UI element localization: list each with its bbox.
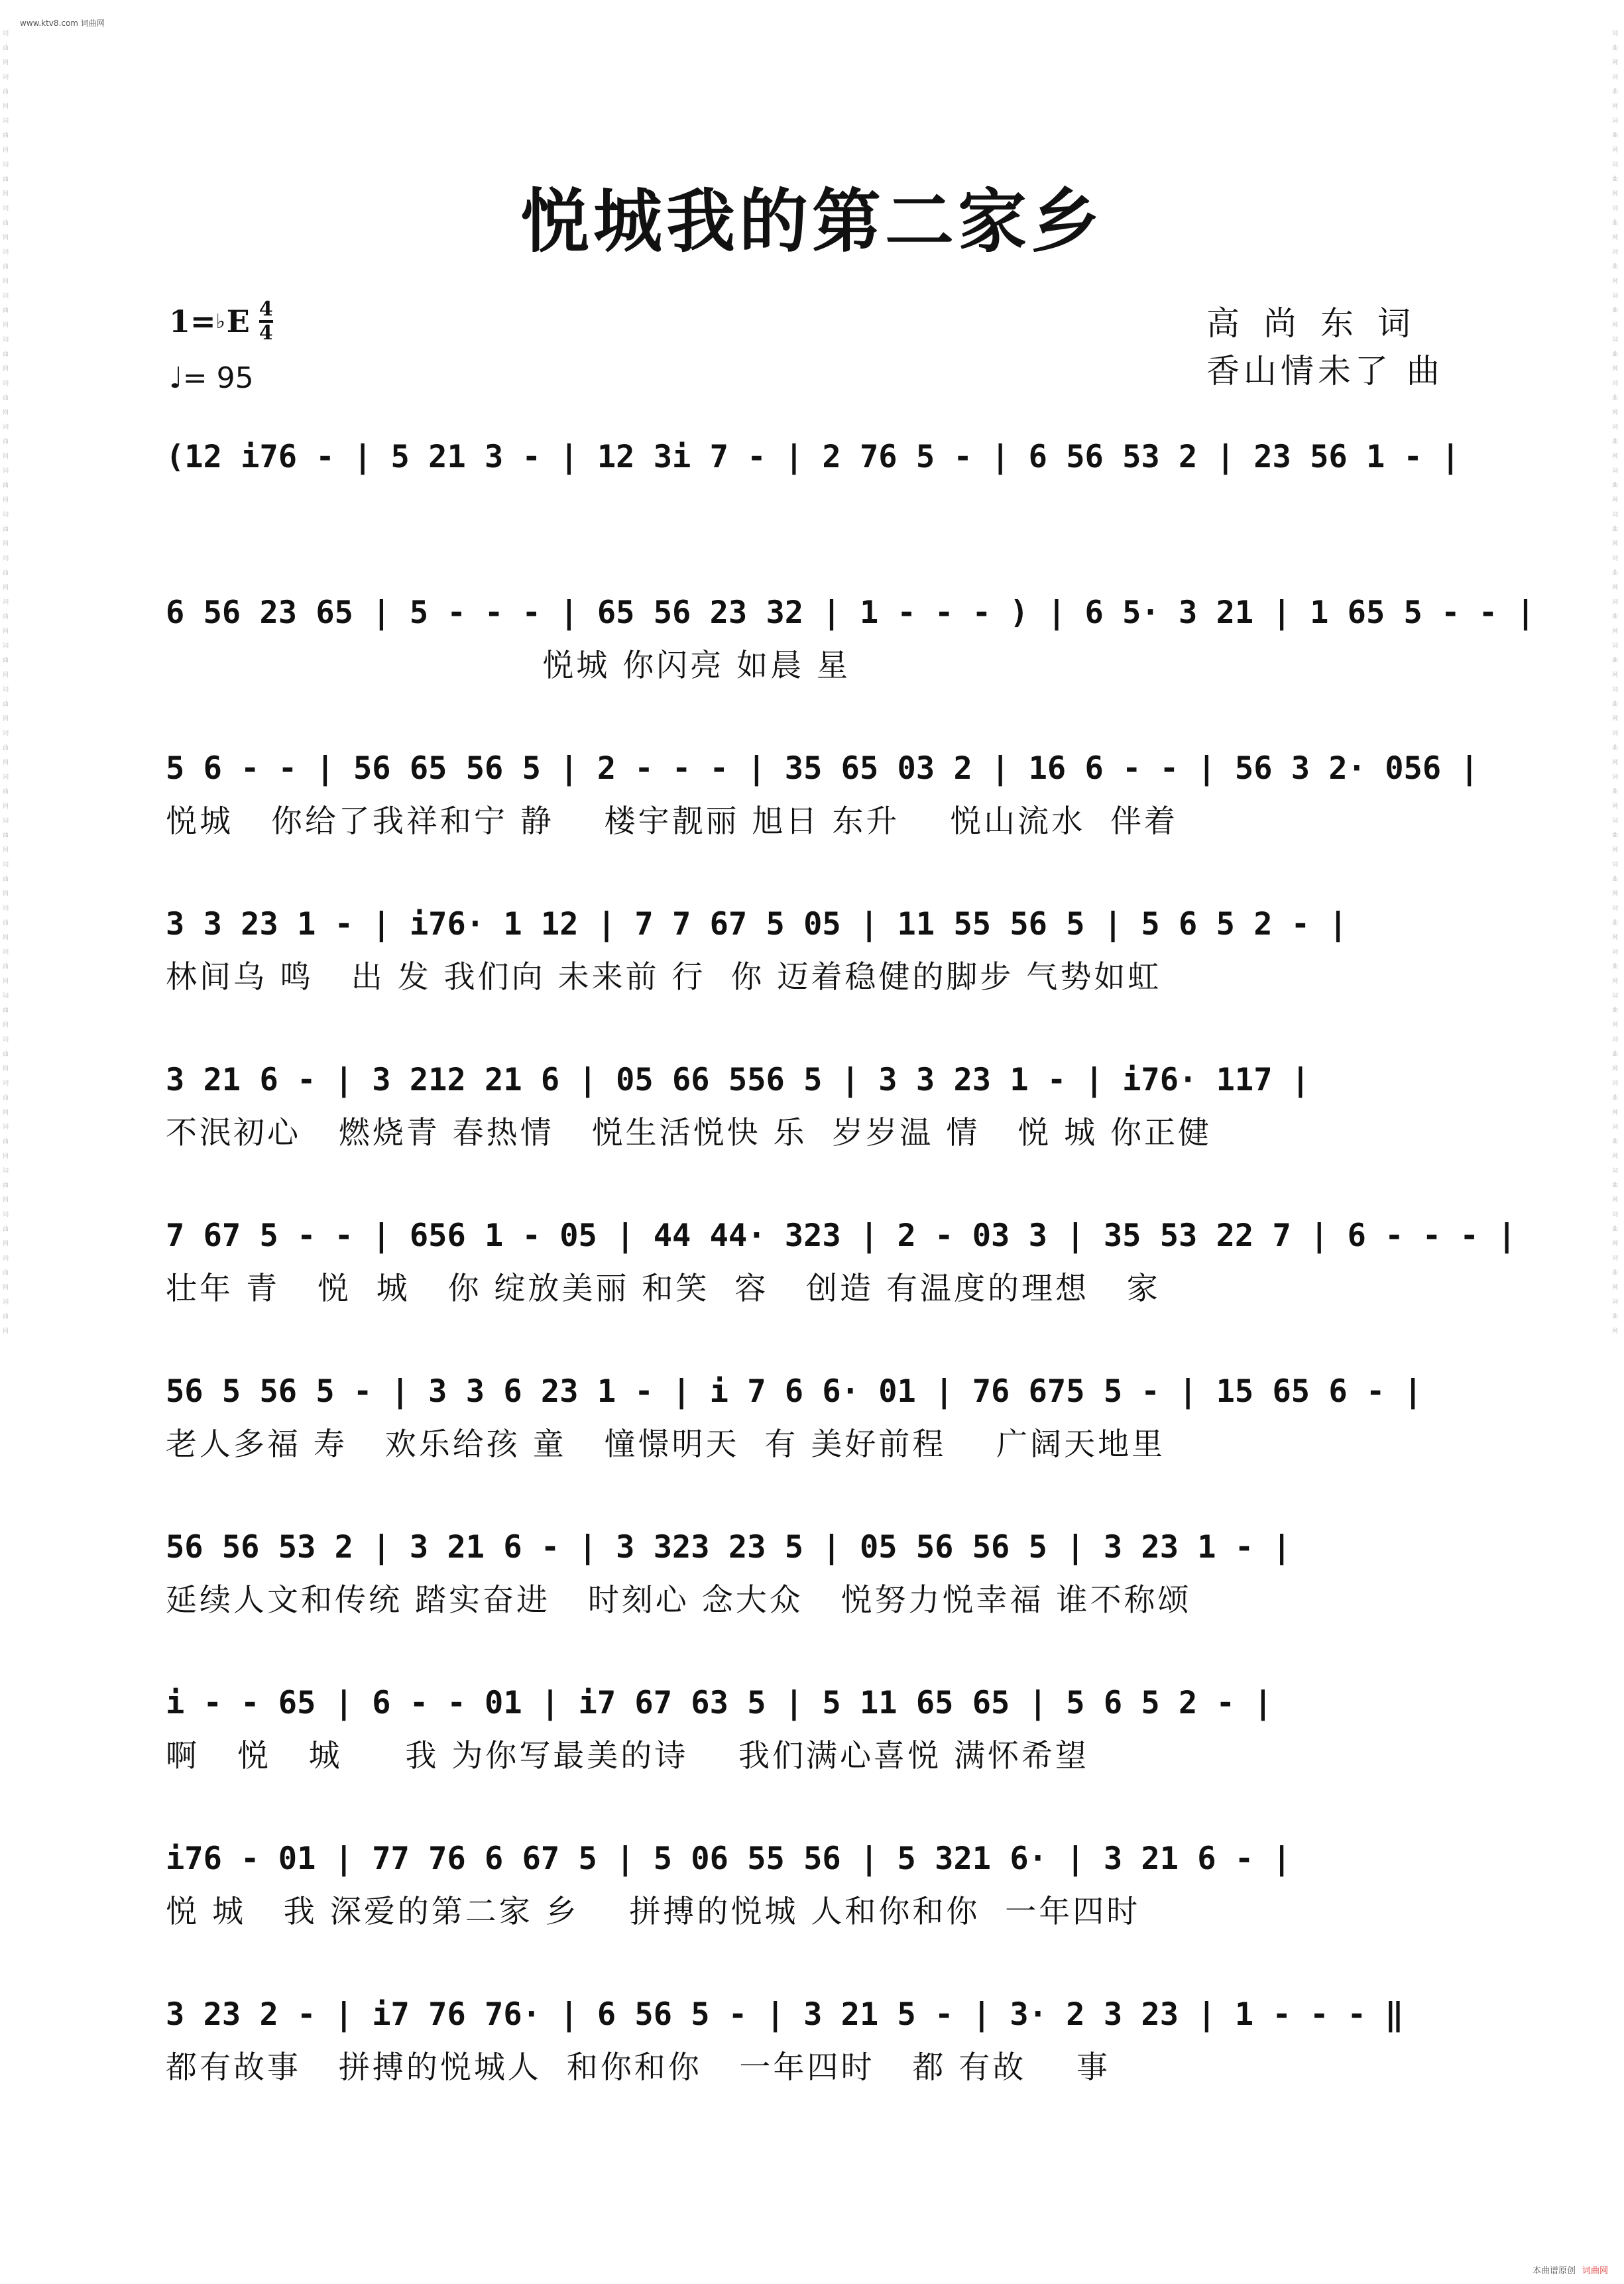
lyric-line: 都有故事 拼搏的悦城人 和你和你 一年四时 都 有故 事 <box>166 2049 1111 2086</box>
notation-system-10 <box>166 1833 1462 1939</box>
tempo-text: = 95 <box>182 361 254 395</box>
lyric-line: 悦城 你闪亮 如晨 星 <box>166 648 851 684</box>
lyric-line <box>166 484 1462 537</box>
notation-system-9 <box>166 1677 1462 1783</box>
meter-top: 4 <box>259 298 273 321</box>
lyric-line: 壮年 青 悦 城 你 绽放美丽 和笑 容 创造 有温度的理想 家 <box>166 1271 1161 1307</box>
header-url: www.ktv8.com 词曲网 <box>20 19 105 28</box>
composer-credit: 香山情未了 曲 <box>1206 352 1444 390</box>
music-line: 7 67 5 - - | 656 1 - 05 | 44 44· 323 | 2 - 03 3 | 35 53 22 7 | 6 - - - | <box>166 1218 1517 1254</box>
notation-system-2 <box>166 587 1535 693</box>
flat-icon: ♭ <box>215 310 225 333</box>
page-title: 悦城我的第二家乡 <box>520 180 1104 262</box>
notation-system-1 <box>166 431 1462 537</box>
music-line: 3 21 6 - | 3 212 21 6 | 05 66 556 5 | 3 3 23 1 - | i76· 117 | <box>166 1062 1310 1098</box>
lyric-line: 延续人文和传统 踏实奋进 时刻心 念大众 悦努力悦幸福 谁不称颂 <box>166 1582 1192 1619</box>
lyric-line: 啊 悦 城 我 为你写最美的诗 我们满心喜悦 满怀希望 <box>166 1738 1089 1774</box>
music-line: 5 6 - - | 56 65 56 5 | 2 - - - | 35 65 03 2 | 16 6 - - | 56 3 2· 056 | <box>166 750 1479 787</box>
credits <box>1206 300 1444 395</box>
footer-left-text: 本曲谱原创 <box>1532 2266 1576 2276</box>
lyricist-credit: 高尚东词 <box>1206 304 1434 343</box>
music-line: (12 i76 - | 5 21 3 - | 12 3i 7 - | 2 76 5 - | 6 56 53 2 | 23 56 1 - | <box>166 439 1460 475</box>
footer-right-text: 词曲网 <box>1582 2266 1608 2276</box>
meter-bottom: 4 <box>259 321 273 345</box>
music-line: 6 56 23 65 | 5 - - - | 65 56 23 32 | 1 - - - ) | 6 5· 3 21 | 1 65 5 - - | <box>166 595 1535 631</box>
lyric-line: 老人多福 寿 欢乐给孩 童 憧憬明天 有 美好前程 广阔天地里 <box>166 1426 1166 1463</box>
key-signature <box>169 300 273 343</box>
notation-system-7 <box>166 1365 1462 1471</box>
music-line: i - - 65 | 6 - - 01 | i7 67 63 5 | 5 11 65 65 | 5 6 5 2 - | <box>166 1685 1273 1721</box>
lyric-line: 不泯初心 燃烧青 春热情 悦生活悦快 乐 岁岁温 情 悦 城 你正健 <box>166 1115 1212 1151</box>
side-watermark-left: 词曲网 词曲网 词曲网 词曲网 词曲网 词曲网 词曲网 词曲网 词曲网 词曲网 词曲网 词曲网 词曲网 词曲网 词曲网 词曲网 词曲网 词曲网 词曲网 词曲网 词曲网 词曲网 词曲网 词曲网 词曲网 词曲网 词曲网 词曲网 词曲网 词曲网 <box>3 30 9 1335</box>
key-note: E <box>226 304 250 339</box>
notation-system-11 <box>166 1988 1462 2094</box>
side-watermark-right: 词曲网 词曲网 词曲网 词曲网 词曲网 词曲网 词曲网 词曲网 词曲网 词曲网 词曲网 词曲网 词曲网 词曲网 词曲网 词曲网 词曲网 词曲网 词曲网 词曲网 词曲网 词曲网 词曲网 词曲网 词曲网 词曲网 词曲网 词曲网 词曲网 词曲网 <box>1612 30 1619 1335</box>
key-one: 1= <box>169 304 216 339</box>
tempo <box>169 361 254 395</box>
footer-mark <box>1533 2263 1608 2276</box>
notation-system-3 <box>166 742 1479 848</box>
notation-system-8 <box>166 1521 1462 1627</box>
notation-system-6 <box>166 1210 1517 1316</box>
music-line: i76 - 01 | 77 76 6 67 5 | 5 06 55 56 | 5 321 6· | 3 21 6 - | <box>166 1841 1291 1877</box>
lyric-line: 悦 城 我 深爱的第二家 乡 拼搏的悦城 人和你和你 一年四时 <box>166 1894 1141 1930</box>
music-line: 3 23 2 - | i7 76 76· | 6 56 5 - | 3 21 5 - | 3· 2 3 23 | 1 - - - ‖ <box>166 1996 1404 2033</box>
music-line: 56 56 53 2 | 3 21 6 - | 3 323 23 5 | 05 56 56 5 | 3 23 1 - | <box>166 1529 1291 1566</box>
quarter-note-icon: ♩ <box>169 361 183 395</box>
lyric-line: 悦城 你给了我祥和宁 静 楼宇靓丽 旭日 东升 悦山流水 伴着 <box>166 803 1179 840</box>
notation-system-5 <box>166 1054 1462 1160</box>
time-signature <box>259 300 273 343</box>
lyric-line: 林间乌 鸣 出 发 我们向 未来前 行 你 迈着稳健的脚步 气势如虹 <box>166 959 1162 996</box>
music-line: 56 5 56 5 - | 3 3 6 23 1 - | i 7 6 6· 01 | 76 675 5 - | 15 65 6 - | <box>166 1373 1422 1410</box>
music-line: 3 3 23 1 - | i76· 1 12 | 7 7 67 5 05 | 11 55 56 5 | 5 6 5 2 - | <box>166 906 1348 942</box>
notation-system-4 <box>166 898 1462 1004</box>
